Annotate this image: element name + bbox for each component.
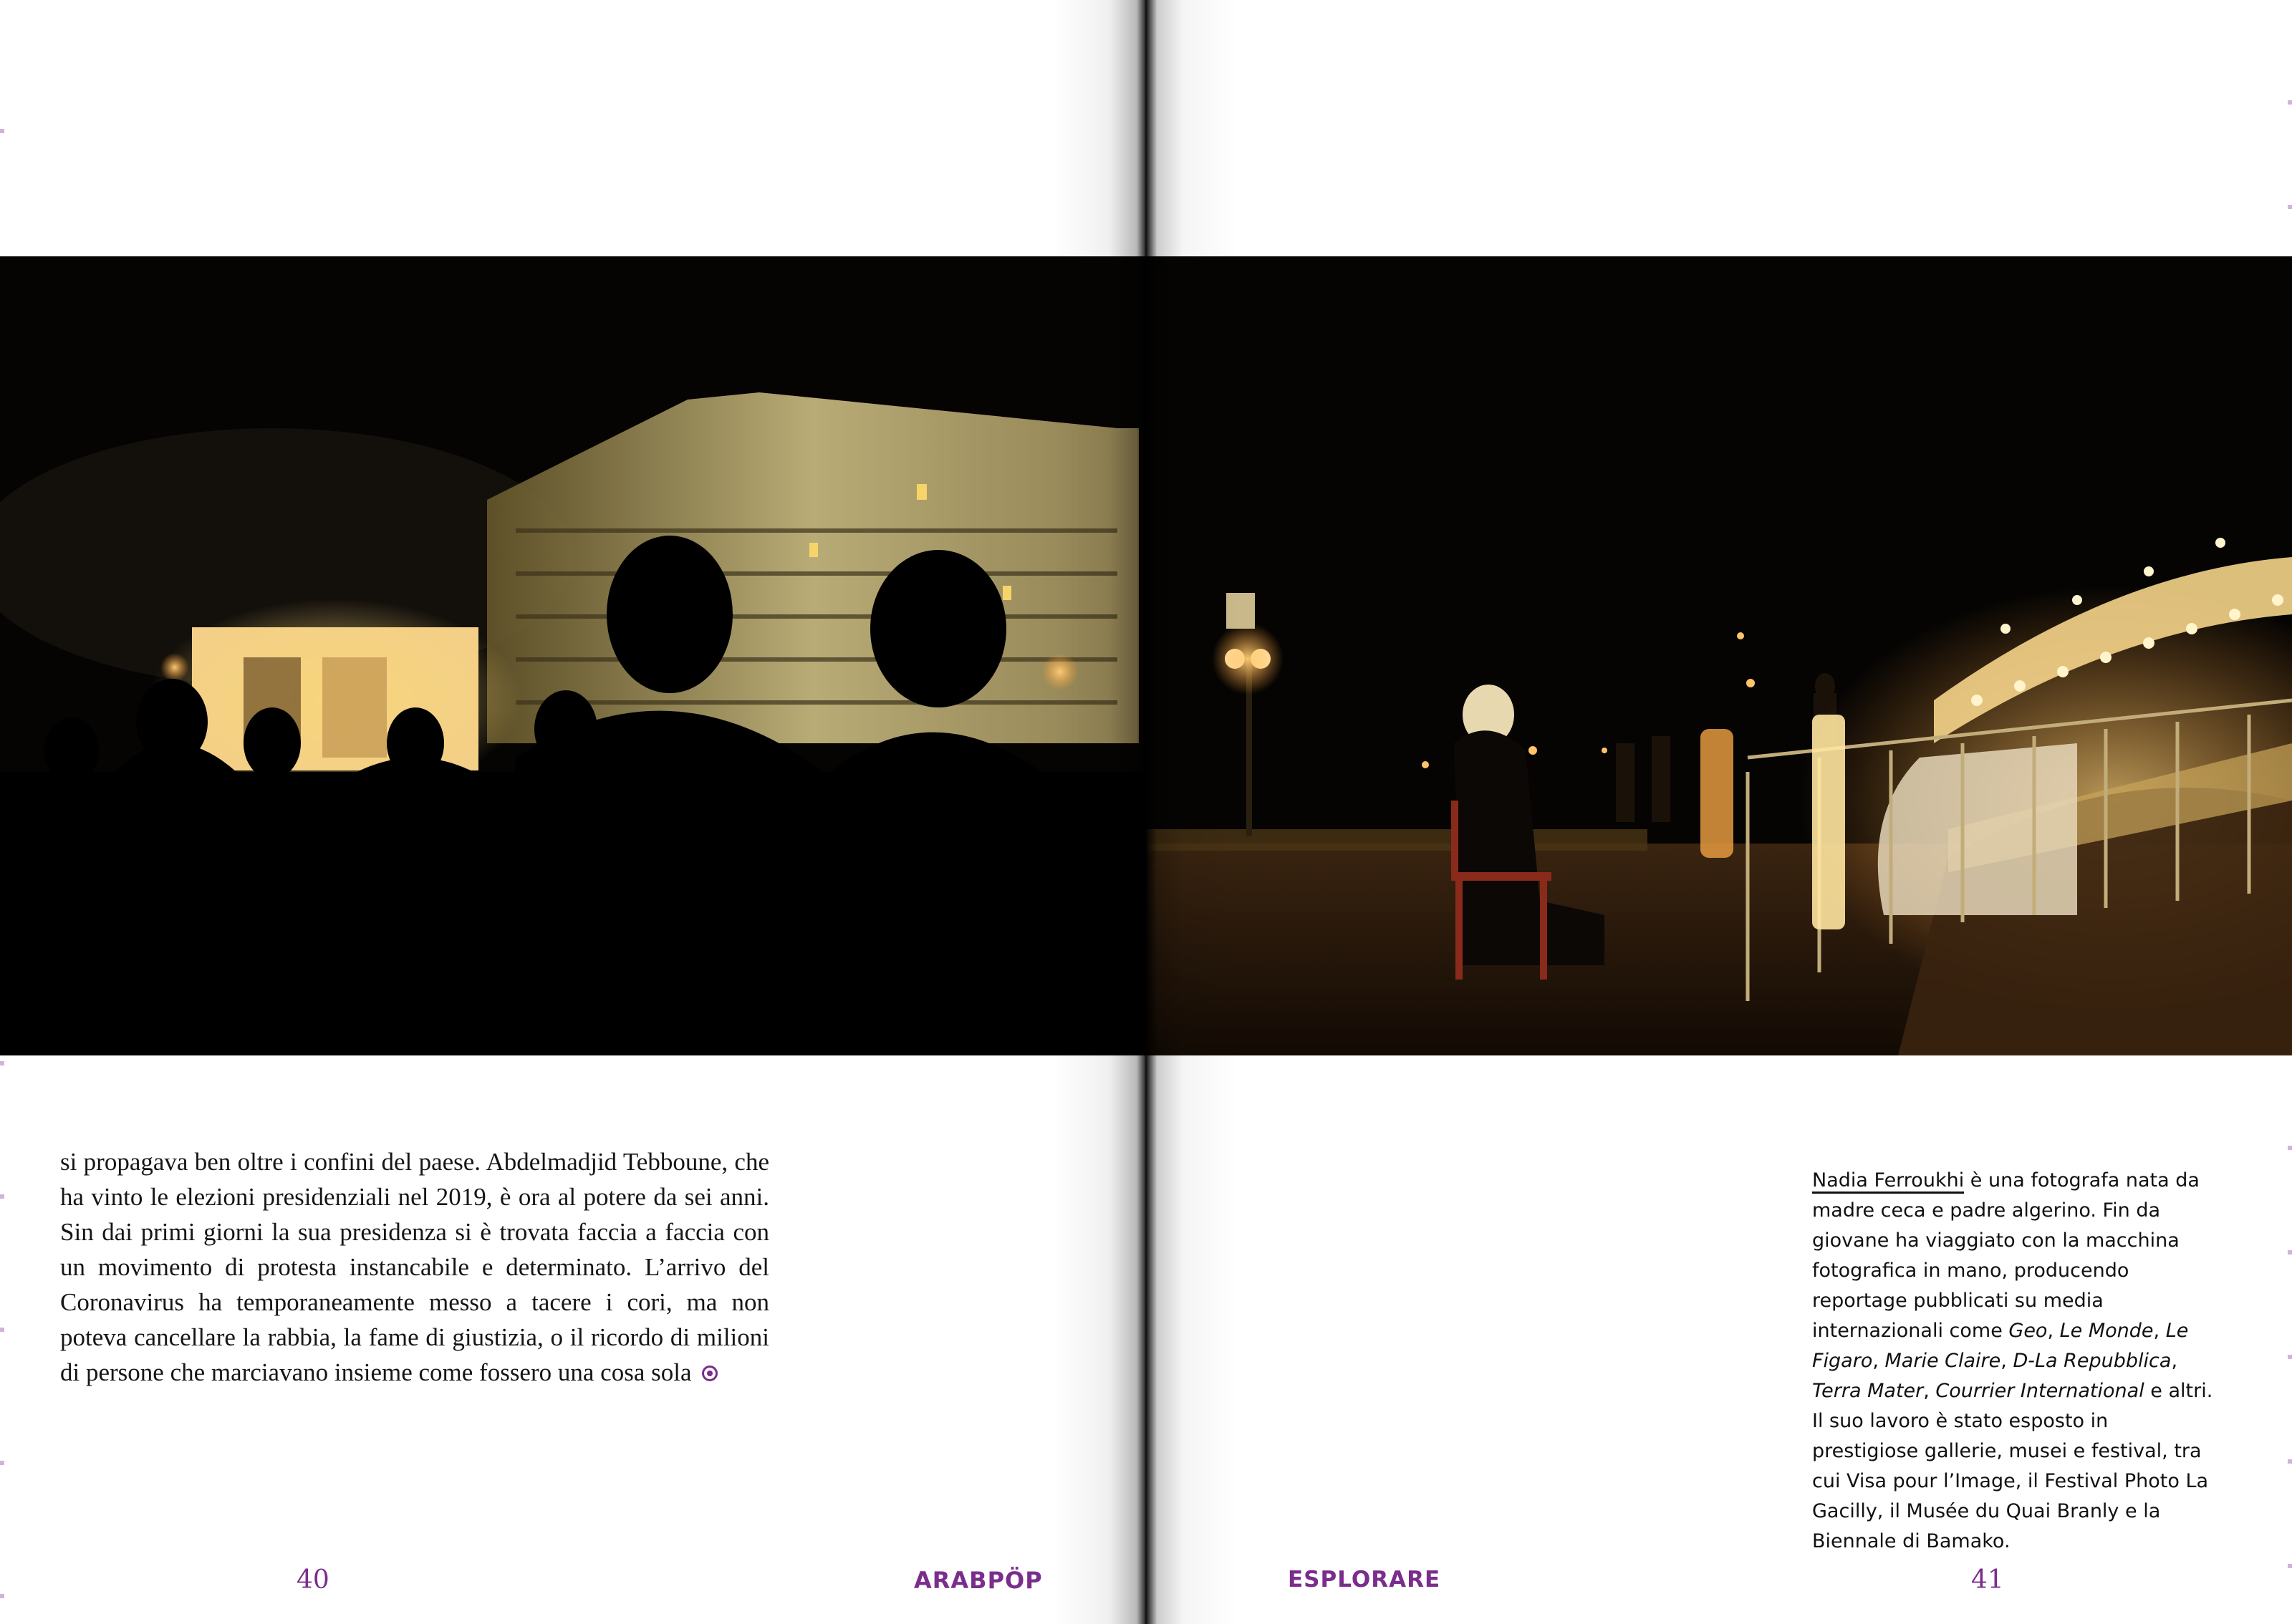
separator: , [1923,1380,1936,1402]
spread-photograph [0,256,2292,1055]
brand-logo: ARABPÖP [914,1567,1043,1594]
bio-and-others: e altri. [2144,1380,2213,1402]
bio-text-part1: è una fotografa nata da madre ceca e padre algerino. Fin da giovane ha viaggiato con la macchina fotografica in mano, producendo reportage pubblicati su media internazionali come [1812,1169,2200,1342]
publication-courrier-international: Courrier International [1935,1380,2144,1402]
publication-geo: Geo [2008,1320,2048,1342]
bio-text-part2: Il suo lavoro è stato esposto in prestigiose gallerie, musei e festival, tra cui Visa pour l’Image, il Festival Photo La Gacilly, il Musée du Quai Branly e la Biennale di Bamako. [1812,1410,2209,1552]
page-number-left: 40 [297,1565,329,1595]
publication-le-monde: Le Monde [2059,1320,2154,1342]
article-paragraph: si propagava ben oltre i confini del paese. Abdelmadjid Tebboune, che ha vinto le elezioni presidenziali nel 2019, è ora al potere da sei anni. Sin dai primi giorni la sua presidenza si è trovata faccia a faccia con un movimento di protesta instancabile e determinato. L’arrivo del Coronavirus ha temporaneamente messo a tacere i cori, ma non poteva cancellare la rabbia, la fame di giustizia, o il ricordo di milioni di persone che marciavano insieme come fossero una cosa sola [60,1148,769,1386]
publication-terra-mater: Terra Mater [1812,1380,1924,1402]
circled-dot-icon [702,1366,718,1381]
separator: , [2047,1320,2060,1342]
photographer-name: Nadia Ferroukhi [1812,1169,1964,1194]
photographer-bio [1812,1166,2213,1557]
separator: , [2171,1350,2178,1372]
article-body-text [60,1144,769,1390]
page-number-right: 41 [1971,1565,2004,1595]
publication-d-la-repubblica: D-La Repubblica [2013,1350,2172,1372]
separator: , [2153,1320,2166,1342]
separator: , [2000,1350,2013,1372]
publication-le-figaro: Le Figaro [1812,1320,2189,1372]
separator: , [1872,1350,1885,1372]
publication-marie-claire: Marie Claire [1884,1350,2001,1372]
section-label: ESPLORARE [1288,1567,1441,1592]
night-scene-illustration [0,256,2292,1055]
